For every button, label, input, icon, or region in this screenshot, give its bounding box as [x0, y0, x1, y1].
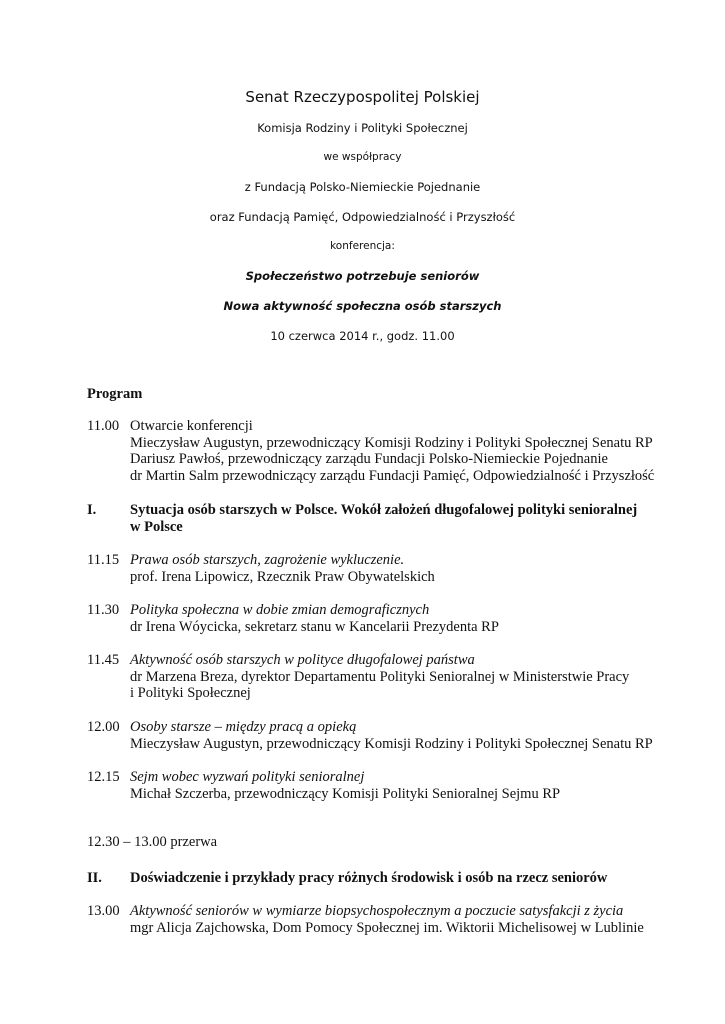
speaker: Mieczysław Augustyn, przewodniczący Komisji Rodziny i Polityki Społecznej Senatu RP — [130, 434, 653, 451]
section-title-line: w Polsce — [130, 518, 183, 535]
speaker: Michał Szczerba, przewodniczący Komisji Polityki Senioralnej Sejmu RP — [130, 785, 561, 802]
break-item: 12.30 – 13.00 przerwa — [87, 834, 218, 850]
cooperation-text: we współpracy — [323, 151, 402, 163]
item-time: 11.30 — [87, 602, 120, 618]
speaker: Mieczysław Augustyn, przewodniczący Komisji Rodziny i Polityki Społecznej Senatu RP — [130, 735, 653, 752]
item-time: 12.15 — [87, 769, 120, 785]
item-time: 11.00 — [87, 418, 120, 434]
item-title: Aktywność seniorów w wymiarze biopsychospołecznym a poczucie satysfakcji z życia — [130, 903, 624, 919]
conference-subtitle: Nowa aktywność społeczna osób starszych — [223, 299, 502, 313]
foundation-2: oraz Fundacją Pamięć, Odpowiedzialność i Przyszłość — [209, 210, 516, 224]
item-title: Polityka społeczna w dobie zmian demograficznych — [130, 602, 430, 618]
speaker: dr Martin Salm przewodniczący zarządu Fundacji Pamięć, Odpowiedzialność i Przyszłość — [130, 467, 655, 484]
speaker: prof. Irena Lipowicz, Rzecznik Praw Obywatelskich — [130, 568, 435, 585]
section-title-line: Sytuacja osób starszych w Polsce. Wokół założeń długofalowej polityki senioralnej — [130, 502, 638, 518]
item-time: 11.15 — [87, 552, 120, 568]
speaker: mgr Alicja Zajchowska, Dom Pomocy Społecznej im. Wiktorii Michelisowej w Lublinie — [130, 919, 644, 936]
program-heading: Program — [87, 386, 143, 402]
item-time: 11.45 — [87, 652, 120, 668]
committee-name: Komisja Rodziny i Polityki Społecznej — [257, 121, 468, 135]
item-time: 12.00 — [87, 719, 120, 735]
item-time: 13.00 — [87, 903, 120, 919]
item-title: Aktywność osób starszych w polityce długofalowej państwa — [130, 652, 475, 668]
speaker-continued: i Polityki Społecznej — [130, 685, 251, 701]
section-title-line: Doświadczenie i przykłady pracy różnych środowisk i osób na rzecz seniorów — [130, 870, 608, 886]
foundation-1: z Fundacją Polsko-Niemieckie Pojednanie — [244, 180, 481, 194]
section-number: II. — [87, 870, 102, 886]
conference-date: 10 czerwca 2014 r., godz. 11.00 — [270, 329, 455, 343]
speaker: Dariusz Pawłoś, przewodniczący zarządu Fundacji Polsko-Niemieckie Pojednanie — [130, 451, 608, 467]
item-title: Otwarcie konferencji — [130, 418, 253, 434]
item-title: Osoby starsze – między pracą a opieką — [130, 719, 357, 735]
conference-title: Społeczeństwo potrzebuje seniorów — [245, 269, 480, 283]
item-title: Prawa osób starszych, zagrożenie wykluczenie. — [130, 552, 405, 568]
conference-label: konferencja: — [330, 240, 395, 252]
section-number: I. — [87, 502, 97, 518]
senate-title: Senat Rzeczypospolitej Polskiej — [245, 88, 480, 106]
item-title: Sejm wobec wyzwań polityki senioralnej — [130, 769, 365, 785]
speaker: dr Irena Wóycicka, sekretarz stanu w Kancelarii Prezydenta RP — [130, 618, 499, 635]
speaker: dr Marzena Breza, dyrektor Departamentu Polityki Senioralnej w Ministerstwie Pracy — [130, 668, 630, 685]
